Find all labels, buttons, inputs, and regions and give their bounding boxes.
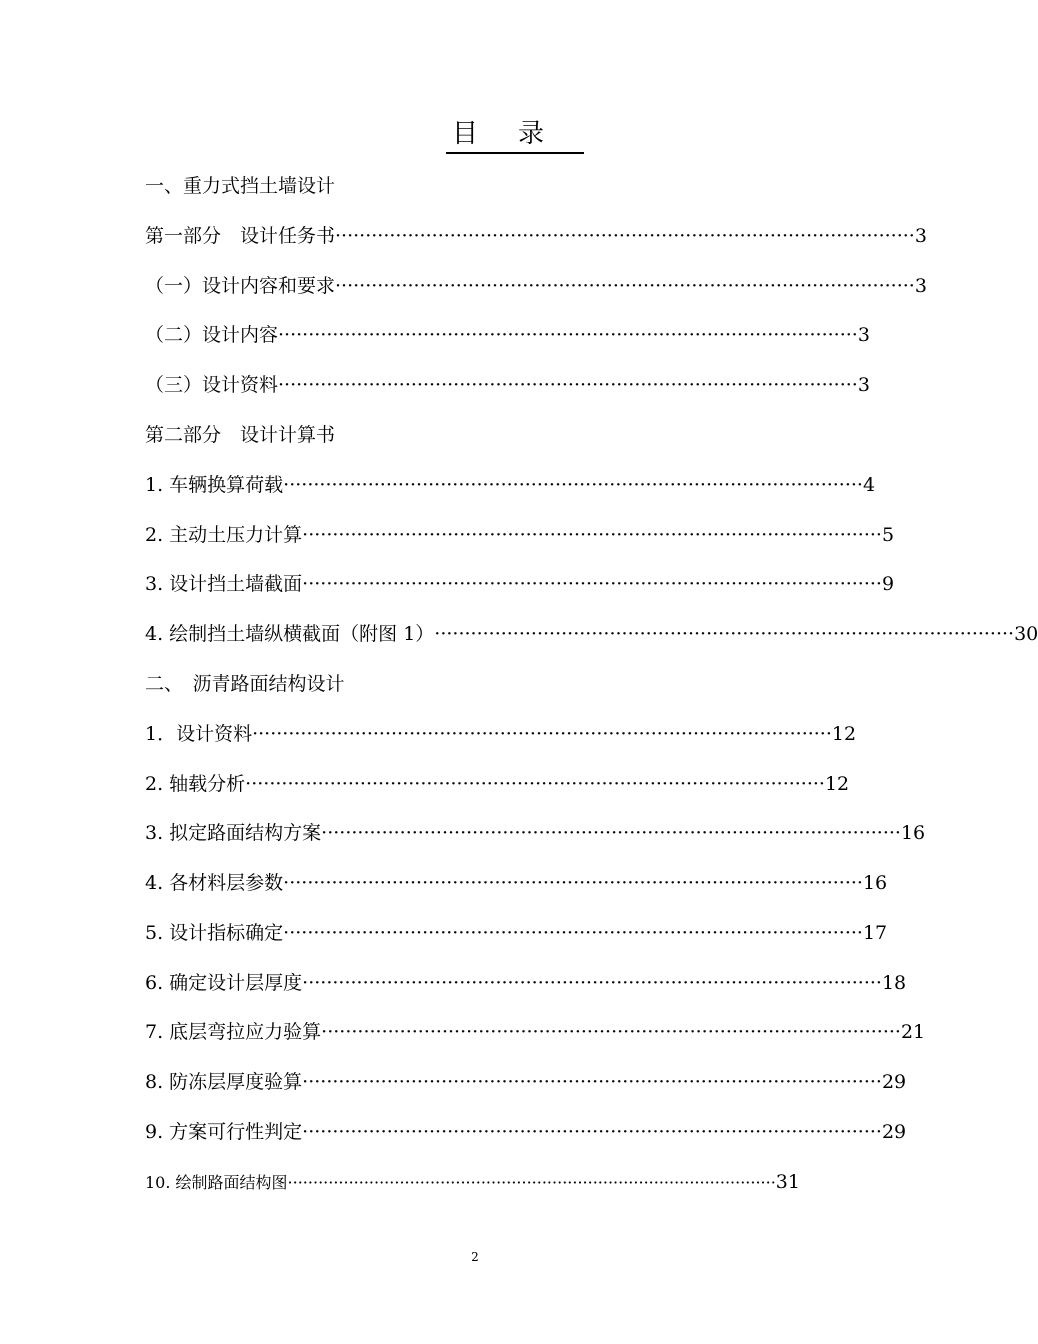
toc-line-12[interactable]: [145, 771, 850, 797]
toc-label: 一、重力式挡土墙设计: [145, 175, 336, 197]
toc-leader: ································································································: [335, 275, 915, 297]
toc-leader: ································································································: [283, 474, 863, 496]
toc-label: 第一部分 设计任务书: [145, 225, 336, 247]
toc-line-0[interactable]: [145, 173, 335, 199]
toc-leader: ································································································: [321, 1021, 901, 1043]
toc-page: 18: [881, 972, 907, 994]
toc-label: 3. 设计挡土墙截面: [145, 573, 303, 595]
toc-leader: ································································································: [252, 723, 832, 745]
toc-leader: ································································································: [302, 972, 882, 994]
toc-page: 3: [857, 374, 870, 396]
toc-leader: ································································································: [278, 324, 858, 346]
toc-leader: ································································································: [302, 1071, 882, 1093]
toc-line-9[interactable]: [145, 621, 1038, 647]
toc-label: 2. 轴载分析: [145, 773, 246, 795]
toc-label: 2. 主动土压力计算: [145, 524, 303, 546]
toc-label: 8. 防冻层厚度验算: [145, 1071, 303, 1093]
toc-leader: ································································································: [335, 225, 915, 247]
toc-label: 7. 底层弯拉应力验算: [145, 1021, 322, 1043]
toc-label: 4. 各材料层参数: [145, 872, 284, 894]
toc-line-5[interactable]: [145, 422, 335, 448]
toc-leader: ································································································: [278, 374, 858, 396]
page-title: 目录: [446, 118, 584, 154]
toc-label: 3. 拟定路面结构方案: [145, 822, 322, 844]
toc-page: 3: [914, 275, 927, 297]
toc-leader: ································································································: [321, 822, 901, 844]
toc-line-8[interactable]: [145, 571, 895, 597]
toc-line-14[interactable]: [145, 870, 888, 896]
toc-label: 1. 车辆换算荷载: [145, 474, 284, 496]
toc-line-3[interactable]: [145, 322, 870, 348]
toc-label: 5. 设计指标确定: [145, 922, 284, 944]
toc-label: 第二部分 设计计算书: [145, 424, 336, 446]
toc-page: 29: [881, 1121, 907, 1143]
toc-line-20[interactable]: [145, 1169, 800, 1196]
toc-page: 16: [900, 822, 926, 844]
toc-page: 9: [881, 573, 895, 595]
toc-leader: ································································································: [302, 524, 882, 546]
page-number: 2: [471, 1250, 479, 1264]
toc-page: 29: [881, 1071, 907, 1093]
toc-line-13[interactable]: [145, 820, 926, 846]
toc-label: （三）设计资料: [145, 374, 279, 396]
toc-label: 4. 绘制挡土墙纵横截面（附图 1）: [145, 623, 435, 645]
toc-line-7[interactable]: [145, 522, 895, 548]
toc-page: 5: [881, 524, 895, 546]
toc-label: 二、 沥青路面结构设计: [145, 673, 345, 695]
toc-leader: ································································································: [283, 922, 863, 944]
toc-page: 30: [1014, 623, 1038, 645]
toc-line-19[interactable]: [145, 1119, 907, 1145]
toc-leader: ································································································: [302, 573, 882, 595]
toc-line-2[interactable]: [145, 273, 927, 299]
toc-line-17[interactable]: [145, 1019, 926, 1045]
toc-line-10[interactable]: [145, 671, 345, 697]
toc-leader: ································································································: [302, 1121, 882, 1143]
toc-page: 21: [900, 1021, 926, 1043]
toc-page: 16: [862, 872, 888, 894]
toc-line-4[interactable]: [145, 372, 870, 398]
toc-page: 3: [857, 324, 870, 346]
toc-line-11[interactable]: [145, 721, 857, 747]
toc-label: 1．设计资料: [145, 723, 253, 745]
toc-line-6[interactable]: [145, 472, 876, 498]
toc-leader: ································································································: [287, 1173, 776, 1192]
toc-page: 3: [914, 225, 927, 247]
toc-line-16[interactable]: [145, 970, 907, 996]
toc-page: 4: [862, 474, 876, 496]
toc-label: （一）设计内容和要求: [145, 275, 336, 297]
toc-leader: ································································································: [245, 773, 825, 795]
toc-leader: ································································································: [434, 623, 1015, 645]
toc-label: 9. 方案可行性判定: [145, 1121, 303, 1143]
toc-page: 17: [862, 922, 888, 944]
toc-line-1[interactable]: [145, 223, 927, 249]
toc-page: 12: [831, 723, 857, 745]
toc-label: （二）设计内容: [145, 324, 279, 346]
toc-label: 10. 绘制路面结构图: [145, 1173, 288, 1192]
toc-label: 6. 确定设计层厚度: [145, 972, 303, 994]
toc-leader: ································································································: [283, 872, 863, 894]
toc-page: 12: [824, 773, 850, 795]
toc-line-18[interactable]: [145, 1069, 907, 1095]
toc-page: 31: [775, 1171, 800, 1193]
toc-line-15[interactable]: [145, 920, 888, 946]
